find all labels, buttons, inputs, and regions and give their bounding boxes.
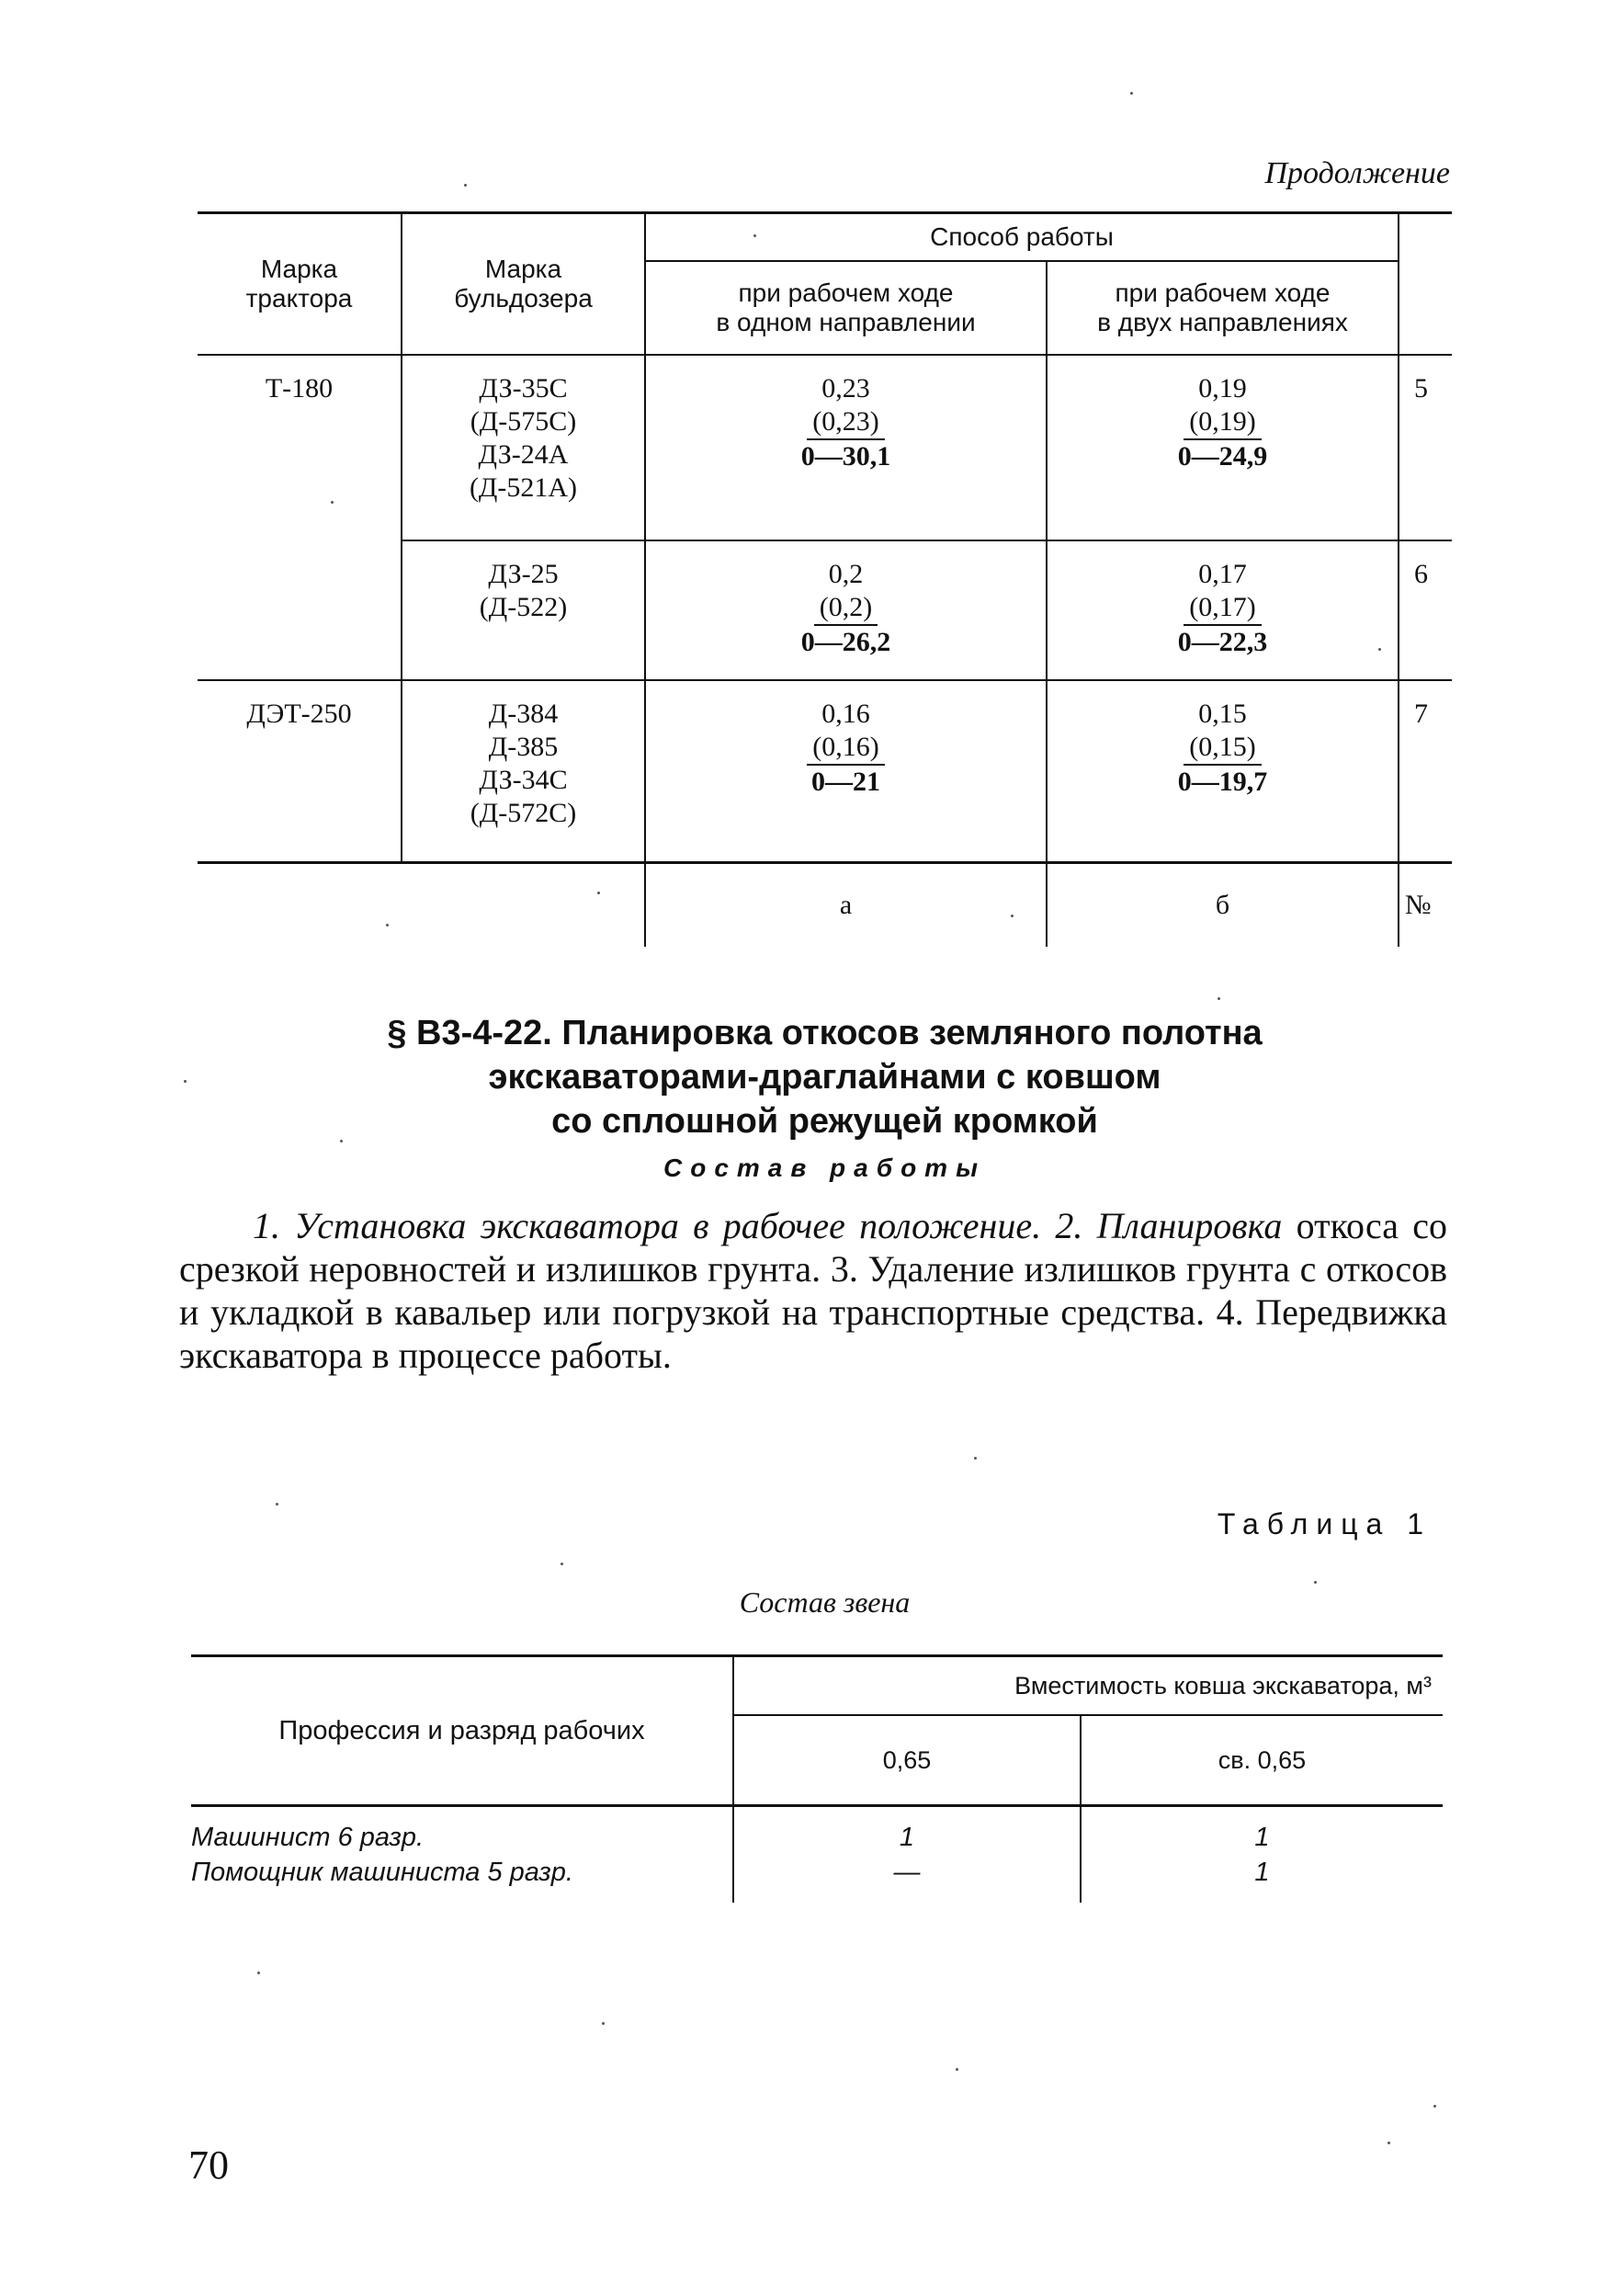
value-paren: (0,19) [1184,405,1261,440]
bulldozer-list: Д-384 Д-385 ДЗ-34С (Д-572С) [470,699,577,828]
footer-col-b: б [1047,863,1399,948]
section-title [198,1011,1452,1143]
table-caption: Состав звена [739,1586,911,1619]
value-range: 0—26,2 [800,627,891,657]
section-title-line: экскаваторами-драглайнами с ковшом [488,1058,1161,1097]
bulldozer-list: ДЗ-35С (Д-575С) ДЗ-24А (Д-521А) [469,373,578,503]
value-main: 0,15 [1198,699,1247,729]
profession-name: Машинист 6 разр. [191,1823,425,1852]
header-tractor: Марка трактора [198,213,402,356]
section-title-line: § В3-4-22. Планировка откосов земляного полотна [387,1014,1263,1052]
value-paren: (0,16) [807,731,884,766]
scan-speck [1433,2105,1436,2108]
scan-speck [1218,997,1220,1000]
value-cell-b [1047,680,1399,863]
count-col2: 1 [1081,1806,1443,1856]
header-col2: св. 0,65 [1081,1715,1443,1806]
continuation-label: Продолжение [1264,156,1450,190]
work-description-italic: 1. Установка экскаватора в рабочее положение. 2. Планировка [253,1205,1283,1246]
table-row [191,1855,1443,1903]
table-row [198,355,1452,540]
value-paren: (0,17) [1184,591,1261,626]
count-col1: — [733,1855,1081,1903]
table-row [198,680,1452,863]
row-number: 7 [1399,680,1452,863]
section-subtitle: Состав работы [663,1154,986,1182]
scan-speck [602,2022,605,2025]
tractor-cell: Т-180 [265,373,334,404]
value-paren: (0,23) [807,405,884,440]
footer-blank [198,863,645,948]
bulldozer-cell [402,355,645,540]
value-main: 0,16 [821,699,870,729]
scan-speck [753,234,756,237]
value-range: 0—21 [810,767,880,797]
value-range: 0—24,9 [1177,441,1268,472]
scan-speck [184,1080,187,1083]
scan-speck [974,1457,977,1460]
work-description [179,1204,1447,1377]
value-paren: (0,2) [814,591,878,626]
header-capacity: Вместимость ковша экскаватора, м³ [733,1656,1443,1716]
scan-speck [1387,2142,1390,2144]
scan-speck [331,501,334,504]
scan-speck [1011,915,1014,917]
header-col1: 0,65 [733,1715,1081,1806]
scan-speck [1130,92,1133,95]
table-row [191,1806,1443,1856]
value-main: 0,19 [1198,373,1247,404]
bulldozer-list: ДЗ-25 (Д-522) [479,559,568,622]
crew-table [191,1654,1443,1903]
value-cell-a [645,680,1047,863]
scan-speck [1314,1581,1317,1584]
scan-speck [276,1503,278,1506]
profession-name: Помощник машиниста 5 разр. [191,1858,573,1887]
value-paren: (0,15) [1184,731,1261,766]
value-main: 0,17 [1198,559,1247,589]
footer-col-a: а [645,863,1047,948]
table-label: Таблица 1 [1217,1507,1432,1540]
header-profession: Профессия и разряд рабочих [191,1656,733,1806]
value-range: 0—30,1 [800,441,891,472]
count-col2: 1 [1081,1855,1443,1903]
count-col1: 1 [733,1806,1081,1856]
header-method: Способ работы [645,213,1399,262]
scan-speck [597,892,600,894]
scan-speck [561,1563,563,1565]
value-cell-b [1047,540,1399,680]
table-footer-row [198,863,1452,948]
scan-speck [257,1972,260,1974]
bulldozer-table [198,211,1452,947]
tractor-cell: ДЭТ-250 [198,680,402,863]
scan-speck [386,924,389,926]
header-two-directions: при рабочем ходе в двух направлениях [1047,261,1399,355]
header-bulldozer: Марка бульдозера [402,213,645,356]
value-cell-b [1047,355,1399,540]
scan-speck [956,2068,958,2071]
header-one-direction: при рабочем ходе в одном направлении [645,261,1047,355]
bulldozer-cell [402,540,645,680]
work-description-text: откоса со срезкой неровностей и излишков грунта. 3. Удаление излишков грунта с откосов и укладкой в кавальер или погрузкой на транспортные средства. 4. Передвижка экскаватора в процессе работы. [179,1205,1447,1376]
page-number: 70 [188,2143,229,2188]
header-blank [1399,213,1452,356]
section-title-line: со сплошной режущей кромкой [551,1102,1098,1141]
value-range: 0—22,3 [1177,627,1268,657]
value-range: 0—19,7 [1177,767,1268,797]
footer-col-num: № [1399,863,1452,948]
value-cell-a [645,540,1047,680]
bulldozer-cell [402,680,645,863]
scan-speck [1378,648,1381,651]
scan-speck [464,184,467,187]
row-number: 6 [1399,540,1452,680]
value-cell-a [645,355,1047,540]
value-main: 0,23 [821,373,870,404]
value-main: 0,2 [828,559,864,589]
row-number: 5 [1399,355,1452,540]
scan-speck [340,1140,343,1142]
